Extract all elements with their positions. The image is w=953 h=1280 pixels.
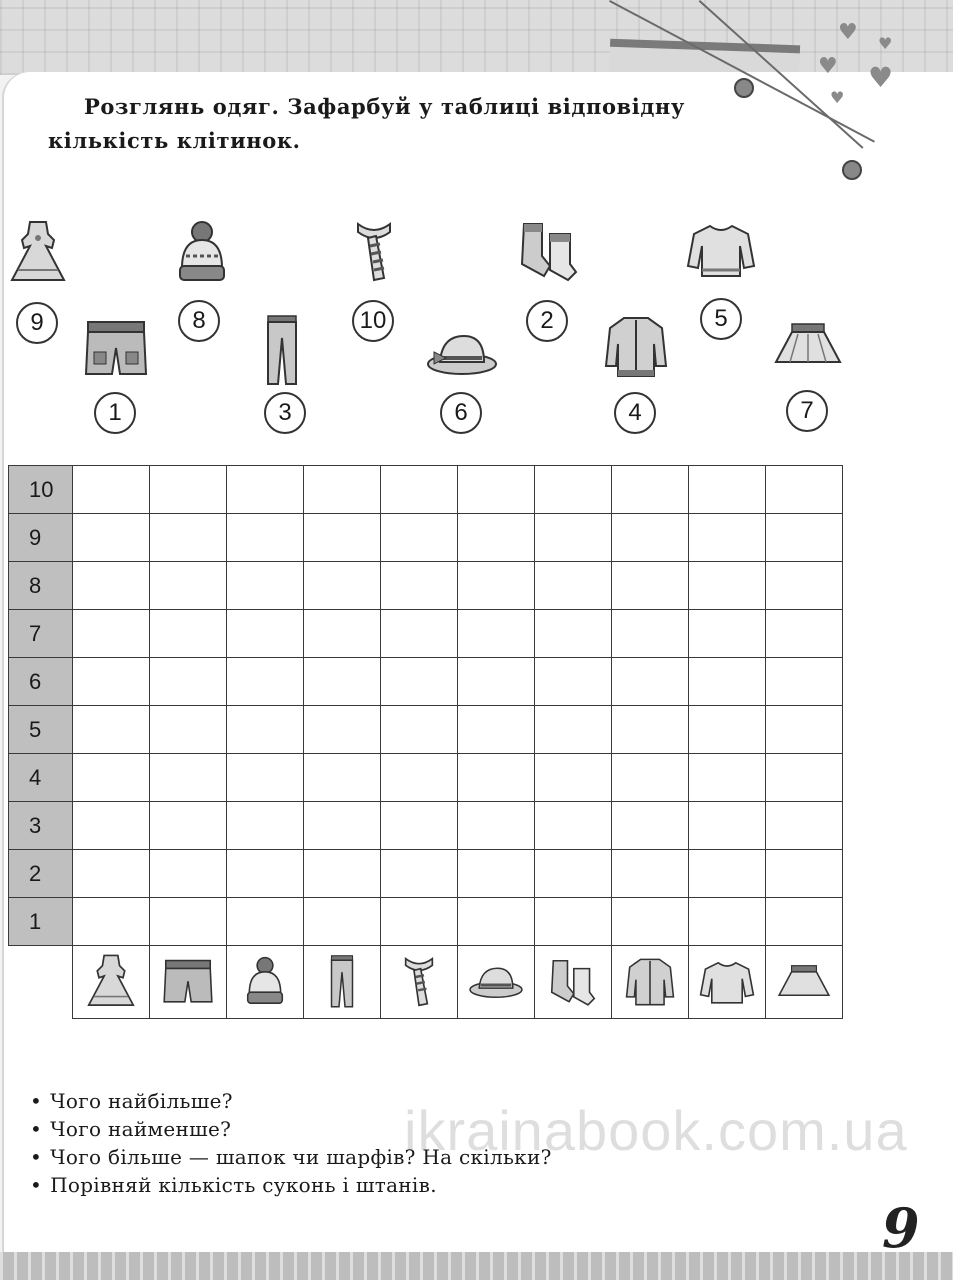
grid-cell[interactable] xyxy=(612,466,689,514)
grid-cell[interactable] xyxy=(535,802,612,850)
grid-cell[interactable] xyxy=(381,754,458,802)
grid-cell[interactable] xyxy=(381,658,458,706)
grid-cell[interactable] xyxy=(458,658,535,706)
grid-cell[interactable] xyxy=(150,898,227,946)
grid-cell[interactable] xyxy=(73,706,150,754)
grid-cell[interactable] xyxy=(73,562,150,610)
grid-cell[interactable] xyxy=(227,610,304,658)
grid-cell[interactable] xyxy=(73,802,150,850)
count-badge: 8 xyxy=(178,300,220,342)
grid-cell[interactable] xyxy=(304,562,381,610)
grid-cell[interactable] xyxy=(381,466,458,514)
grid-cell[interactable] xyxy=(73,514,150,562)
grid-cell[interactable] xyxy=(535,850,612,898)
grid-row xyxy=(9,466,843,514)
grid-cell[interactable] xyxy=(73,658,150,706)
scarf-icon xyxy=(350,218,398,286)
grid-cell[interactable] xyxy=(612,610,689,658)
row-label: 2 xyxy=(9,850,73,898)
grid-cell[interactable] xyxy=(689,562,766,610)
grid-cell[interactable] xyxy=(304,514,381,562)
grid-cell[interactable] xyxy=(766,658,843,706)
decorative-bead xyxy=(842,160,862,180)
decorative-bead xyxy=(734,78,754,98)
grid-cell[interactable] xyxy=(766,898,843,946)
task-instruction: Розглянь одяг. Зафарбуй у таблиці відповідну кількість клітинок. xyxy=(48,94,685,153)
grid-cell[interactable] xyxy=(227,850,304,898)
grid-cell[interactable] xyxy=(689,898,766,946)
count-badge: 3 xyxy=(264,392,306,434)
row-label: 3 xyxy=(9,802,73,850)
grid-cell[interactable] xyxy=(304,706,381,754)
heart-icon: ♥ xyxy=(818,54,838,79)
watermark: ikrainabook.com.ua xyxy=(404,1099,908,1162)
column-socks-icon xyxy=(535,946,612,1019)
grid-cell[interactable] xyxy=(150,466,227,514)
coat-icon xyxy=(604,314,668,380)
grid-cell[interactable] xyxy=(381,562,458,610)
grid-cell[interactable] xyxy=(150,658,227,706)
grid-cell[interactable] xyxy=(304,850,381,898)
column-coat-icon xyxy=(612,946,689,1019)
grid-cell[interactable] xyxy=(612,754,689,802)
row-label: 9 xyxy=(9,514,73,562)
grid-cell[interactable] xyxy=(150,802,227,850)
grid-cell[interactable] xyxy=(73,610,150,658)
grid-row xyxy=(9,850,843,898)
grid-cell[interactable] xyxy=(458,802,535,850)
grid-cell[interactable] xyxy=(766,562,843,610)
column-sweater-icon xyxy=(689,946,766,1019)
skirt-icon xyxy=(772,322,844,368)
row-label: 7 xyxy=(9,610,73,658)
grid-cell[interactable] xyxy=(381,610,458,658)
heart-icon: ♥ xyxy=(878,34,893,53)
column-trousers-icon xyxy=(304,946,381,1019)
grid-cell[interactable] xyxy=(766,754,843,802)
column-hat-icon xyxy=(227,946,304,1019)
grid-cell[interactable] xyxy=(227,466,304,514)
grid-cell[interactable] xyxy=(381,706,458,754)
column-dress-icon xyxy=(73,946,150,1019)
dress-icon xyxy=(8,218,68,288)
grid-cell[interactable] xyxy=(73,754,150,802)
grid-cell[interactable] xyxy=(381,802,458,850)
pictograph-grid xyxy=(8,465,843,1019)
heart-icon: ♥ xyxy=(868,61,894,94)
grid-cell[interactable] xyxy=(227,562,304,610)
grid-cell[interactable] xyxy=(612,706,689,754)
page-number: 9 xyxy=(882,1196,920,1260)
count-badge: 10 xyxy=(352,300,394,342)
grid-row xyxy=(9,610,843,658)
grid-cell[interactable] xyxy=(535,610,612,658)
grid-cell[interactable] xyxy=(73,466,150,514)
grid-cell[interactable] xyxy=(73,898,150,946)
grid-cell[interactable] xyxy=(535,658,612,706)
grid-cell[interactable] xyxy=(766,802,843,850)
grid-row xyxy=(9,706,843,754)
grid-cell[interactable] xyxy=(689,850,766,898)
grid-cell[interactable] xyxy=(381,850,458,898)
grid-cell[interactable] xyxy=(766,706,843,754)
grid-icon-row xyxy=(9,946,843,1019)
count-badge: 7 xyxy=(786,390,828,432)
hat-icon xyxy=(174,218,230,288)
grid-cell[interactable] xyxy=(458,850,535,898)
heart-icon: ♥ xyxy=(830,88,845,107)
grid-cell[interactable] xyxy=(612,562,689,610)
grid-cell[interactable] xyxy=(766,514,843,562)
question-item: • Порівняй кількість суконь і штанів. xyxy=(30,1171,552,1199)
grid-cell[interactable] xyxy=(227,514,304,562)
row-label: 4 xyxy=(9,754,73,802)
grid-cell[interactable] xyxy=(227,706,304,754)
grid-cell[interactable] xyxy=(689,658,766,706)
grid-cell[interactable] xyxy=(304,610,381,658)
grid-cell[interactable] xyxy=(458,754,535,802)
grid-cell[interactable] xyxy=(458,706,535,754)
socks-icon xyxy=(516,218,582,284)
column-shorts-icon xyxy=(150,946,227,1019)
grid-cell[interactable] xyxy=(150,706,227,754)
grid-cell[interactable] xyxy=(458,562,535,610)
grid-cell[interactable] xyxy=(689,802,766,850)
grid-cell[interactable] xyxy=(381,514,458,562)
grid-cell[interactable] xyxy=(227,802,304,850)
sweater-icon xyxy=(686,220,756,280)
grid-row xyxy=(9,514,843,562)
grid-cell[interactable] xyxy=(381,898,458,946)
row-label: 5 xyxy=(9,706,73,754)
grid-cell[interactable] xyxy=(535,514,612,562)
grid-row xyxy=(9,754,843,802)
grid-cell[interactable] xyxy=(535,898,612,946)
grid-cell[interactable] xyxy=(612,898,689,946)
grid-cell[interactable] xyxy=(612,850,689,898)
count-badge: 6 xyxy=(440,392,482,434)
grid-row xyxy=(9,802,843,850)
count-badge: 1 xyxy=(94,392,136,434)
grid-row xyxy=(9,898,843,946)
grid-cell[interactable] xyxy=(458,514,535,562)
grid-cell[interactable] xyxy=(612,802,689,850)
grid-cell[interactable] xyxy=(458,898,535,946)
grid-cell[interactable] xyxy=(150,610,227,658)
row-label: 1 xyxy=(9,898,73,946)
grid-cell[interactable] xyxy=(535,754,612,802)
grid-cell[interactable] xyxy=(612,514,689,562)
column-scarf-icon xyxy=(381,946,458,1019)
count-badge: 9 xyxy=(16,302,58,344)
grid-cell[interactable] xyxy=(304,802,381,850)
grid-cell[interactable] xyxy=(304,754,381,802)
grid-cell[interactable] xyxy=(535,706,612,754)
grid-cell[interactable] xyxy=(458,466,535,514)
grid-cell[interactable] xyxy=(535,562,612,610)
shorts-icon xyxy=(82,318,150,380)
grid-cell[interactable] xyxy=(304,658,381,706)
question-item: • Чого більше — шапок чи шарфів? На скільки? xyxy=(30,1143,552,1171)
row-label: 8 xyxy=(9,562,73,610)
grid-row xyxy=(9,562,843,610)
count-badge: 4 xyxy=(614,392,656,434)
decorative-bottom-band xyxy=(0,1252,953,1280)
grid-cell[interactable] xyxy=(227,754,304,802)
grid-cell[interactable] xyxy=(150,850,227,898)
grid-cell[interactable] xyxy=(535,466,612,514)
grid-cell[interactable] xyxy=(766,850,843,898)
heart-icon: ♥ xyxy=(838,20,858,45)
trousers-icon xyxy=(262,314,302,388)
grid-cell[interactable] xyxy=(227,898,304,946)
grid-cell[interactable] xyxy=(689,706,766,754)
grid-cell[interactable] xyxy=(689,466,766,514)
column-panama-icon xyxy=(458,946,535,1019)
grid-cell[interactable] xyxy=(304,898,381,946)
row-label: 10 xyxy=(9,466,73,514)
panama-icon xyxy=(424,330,500,378)
grid-cell[interactable] xyxy=(150,514,227,562)
grid-cell[interactable] xyxy=(227,658,304,706)
grid-cell[interactable] xyxy=(150,562,227,610)
count-badge: 5 xyxy=(700,298,742,340)
row-label: 6 xyxy=(9,658,73,706)
grid-cell[interactable] xyxy=(766,610,843,658)
grid-cell[interactable] xyxy=(458,610,535,658)
count-badge: 2 xyxy=(526,300,568,342)
column-skirt-icon xyxy=(766,946,843,1019)
grid-cell[interactable] xyxy=(766,466,843,514)
grid-cell[interactable] xyxy=(689,610,766,658)
grid-cell[interactable] xyxy=(689,754,766,802)
question-item: • Чого найбільше? xyxy=(30,1087,552,1115)
grid-cell[interactable] xyxy=(689,514,766,562)
grid-cell[interactable] xyxy=(150,754,227,802)
grid-row xyxy=(9,658,843,706)
grid-corner xyxy=(9,946,73,1019)
grid-cell[interactable] xyxy=(612,658,689,706)
decorative-top-band xyxy=(0,0,953,75)
question-item: • Чого найменше? xyxy=(30,1115,552,1143)
grid-cell[interactable] xyxy=(73,850,150,898)
grid-cell[interactable] xyxy=(304,466,381,514)
